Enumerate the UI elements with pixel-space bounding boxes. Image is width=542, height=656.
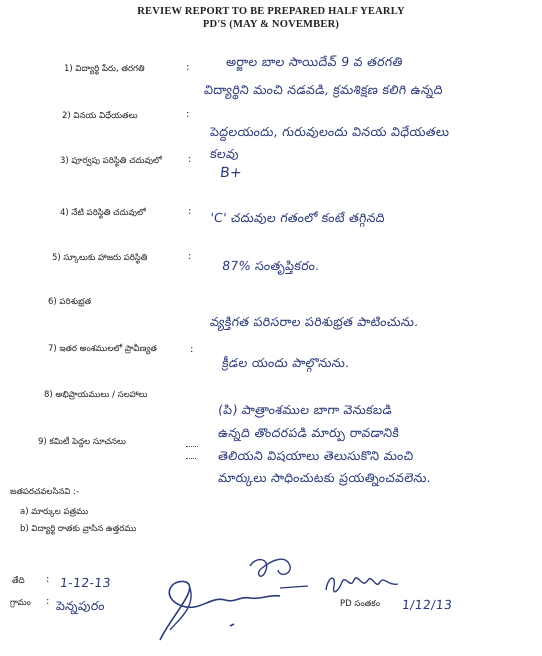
enclosures-heading: జతపరచవలసినవి :- — [10, 487, 80, 497]
colon: : — [190, 344, 194, 355]
report-subtitle: PD'S (MAY & NOVEMBER) — [202, 19, 340, 30]
teacher-signature — [130, 548, 310, 648]
place-label: గ్రామం — [10, 598, 31, 608]
colon: : — [186, 62, 190, 73]
answer-current-study: 'C' చదువుల గతంలో కంటే తగ్గినది — [209, 210, 386, 225]
label-opinions: 8) అభిప్రాయములు / సలహాలు — [44, 390, 148, 400]
answer-attendance: 87% సంతృప్తికరం. — [221, 258, 321, 273]
colon: : — [188, 154, 192, 165]
answer-hygiene: వ్యక్తిగత పరిసరాల పరిశుభ్రత పాటించును. — [209, 314, 420, 329]
answer-opinions-line4: మార్కులు సాధించుటకు ప్రయత్నించవలెను. — [217, 470, 433, 485]
label-student-name: 1) విద్యార్థి పేరు, తరగతి — [64, 64, 145, 74]
date-label: తేది — [12, 576, 25, 586]
colon: : — [188, 251, 192, 262]
answer-student-name: అర్జాల బాల సాయిదేవ్ 9 వ తరగతి — [225, 54, 404, 69]
label-committee-suggestions: 9) కమిటీ పెద్దల సూచనలు — [38, 437, 126, 447]
answer-manners-line1: పెద్దలయందు, గురువులందు వినయ విధేయతలు — [209, 124, 451, 139]
report-title: REVIEW REPORT TO BE PREPARED HALF YEARLY — [137, 6, 405, 17]
answer-previous-grade: B+ — [219, 165, 243, 181]
colon: : — [186, 109, 190, 120]
answer-other-skills: క్రీడల యందు పాల్గొనును. — [221, 355, 351, 370]
label-manners: 2) వినయ విధేయతలు — [62, 111, 138, 121]
enclosure-student-letter: b) విద్యార్థి రాతకు వ్రాసిన ఉత్తరము — [20, 524, 137, 534]
label-previous-study: 3) పూర్వపు పరిస్థితి చదువులో — [60, 156, 162, 166]
enclosure-marks-sheet: a) మార్కుల పత్రము — [20, 507, 89, 517]
colon: : — [46, 574, 50, 585]
answer-opinions-line2: ఉన్నది తొందరపడి మార్పు రావడానికి — [217, 425, 401, 440]
colon: : — [46, 596, 50, 607]
answer-opinions-line3: తెలియని విషయాలు తెలుసుకొని మంచి — [217, 448, 415, 463]
answer-manners-line2: కలవు — [209, 146, 240, 161]
pd-signature-label: PD సంతకం — [340, 599, 381, 609]
pd-signature-date: 1/12/13 — [401, 597, 454, 612]
date-value: 1-12-13 — [59, 575, 112, 590]
label-other-skills: 7) ఇతర అంశములలో ప్రావీణ్యత — [48, 344, 157, 354]
label-current-study: 4) నేటి పరిస్థితి చదువులో — [60, 208, 146, 218]
answer-student-conduct: విద్యార్థిని మంచి నడవడి, క్రమశిక్షణ కలిగి ఉన్నది — [203, 82, 444, 97]
label-attendance: 5) స్కూలుకు హాజరు పరిస్థితి — [52, 253, 148, 263]
dotted-mark — [186, 446, 198, 447]
place-value: పెన్నపురం — [55, 598, 106, 613]
colon: : — [188, 206, 192, 217]
answer-opinions-line1: (పి) పాత్రాంశముల బాగా వెనుకబడి — [217, 402, 394, 417]
dotted-mark — [186, 458, 196, 459]
label-hygiene: 6) పరిశుభ్రత — [48, 297, 92, 307]
